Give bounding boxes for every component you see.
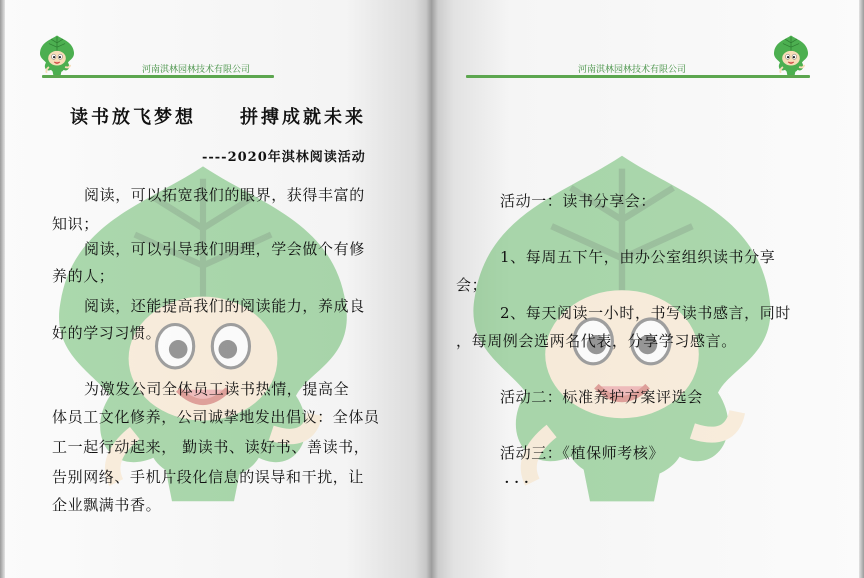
paragraph-line: 知识； — [52, 215, 99, 233]
page-header — [466, 34, 810, 84]
paragraph-line: 阅读，还能提高我们的阅读能力，养成良 — [84, 297, 365, 315]
leaf-mascot-logo-icon — [38, 34, 76, 78]
activity-1-item: 会； — [456, 276, 488, 294]
right-page — [432, 0, 864, 578]
subtitle: ----2020年淇林阅读活动 — [202, 150, 366, 165]
activity-3: 活动三：《植保师考核》 — [500, 444, 665, 462]
leaf-mascot-logo-icon — [772, 34, 810, 78]
page-edge-right — [859, 0, 864, 578]
ellipsis: ··· — [504, 472, 534, 493]
header-rule — [42, 75, 274, 78]
paragraph-line: 体员工文化修养，公司诚挚地发出倡议：全体员 — [52, 408, 380, 426]
header-rule — [466, 75, 810, 78]
page-edge-left — [0, 0, 5, 578]
book-spine — [426, 0, 438, 578]
activity-2: 活动二：标准养护方案评选会 — [500, 388, 703, 406]
activity-1-item: 2、每天阅读一小时，书写读书感言，同时 — [500, 304, 791, 322]
paragraph-line: 养的人； — [52, 267, 115, 285]
activity-1-item: ，每周例会选两名代表，分享学习感言。 — [456, 332, 737, 350]
activity-1-item: 1、每周五下午，由办公室组织读书分享 — [500, 248, 776, 266]
company-name: 河南淇林园林技术有限公司 — [578, 65, 687, 75]
paragraph-line: 好的学习习惯。 — [52, 324, 162, 342]
activity-1-title: 活动一：读书分享会： — [500, 192, 657, 210]
title-part-1: 读书放飞梦想 — [70, 107, 196, 128]
paragraph-line: 告别网络、手机片段化信息的误导和干扰，让 — [52, 468, 365, 486]
company-name: 河南淇林园林技术有限公司 — [142, 65, 251, 75]
paragraph-line: 工一起行动起来， 勤读书、读好书、善读书， — [52, 438, 370, 456]
paragraph-line: 阅读，可以拓宽我们的眼界，获得丰富的 — [84, 186, 365, 204]
paragraph-line: 阅读，可以引导我们明理，学会做个有修 — [84, 240, 365, 258]
paragraph-line: 为激发公司全体员工读书热情，提高全 — [84, 380, 350, 398]
title-part-2: 拼搏成就未来 — [240, 107, 366, 128]
page-header — [38, 34, 278, 84]
paragraph-line: 企业飘满书香。 — [52, 496, 162, 514]
